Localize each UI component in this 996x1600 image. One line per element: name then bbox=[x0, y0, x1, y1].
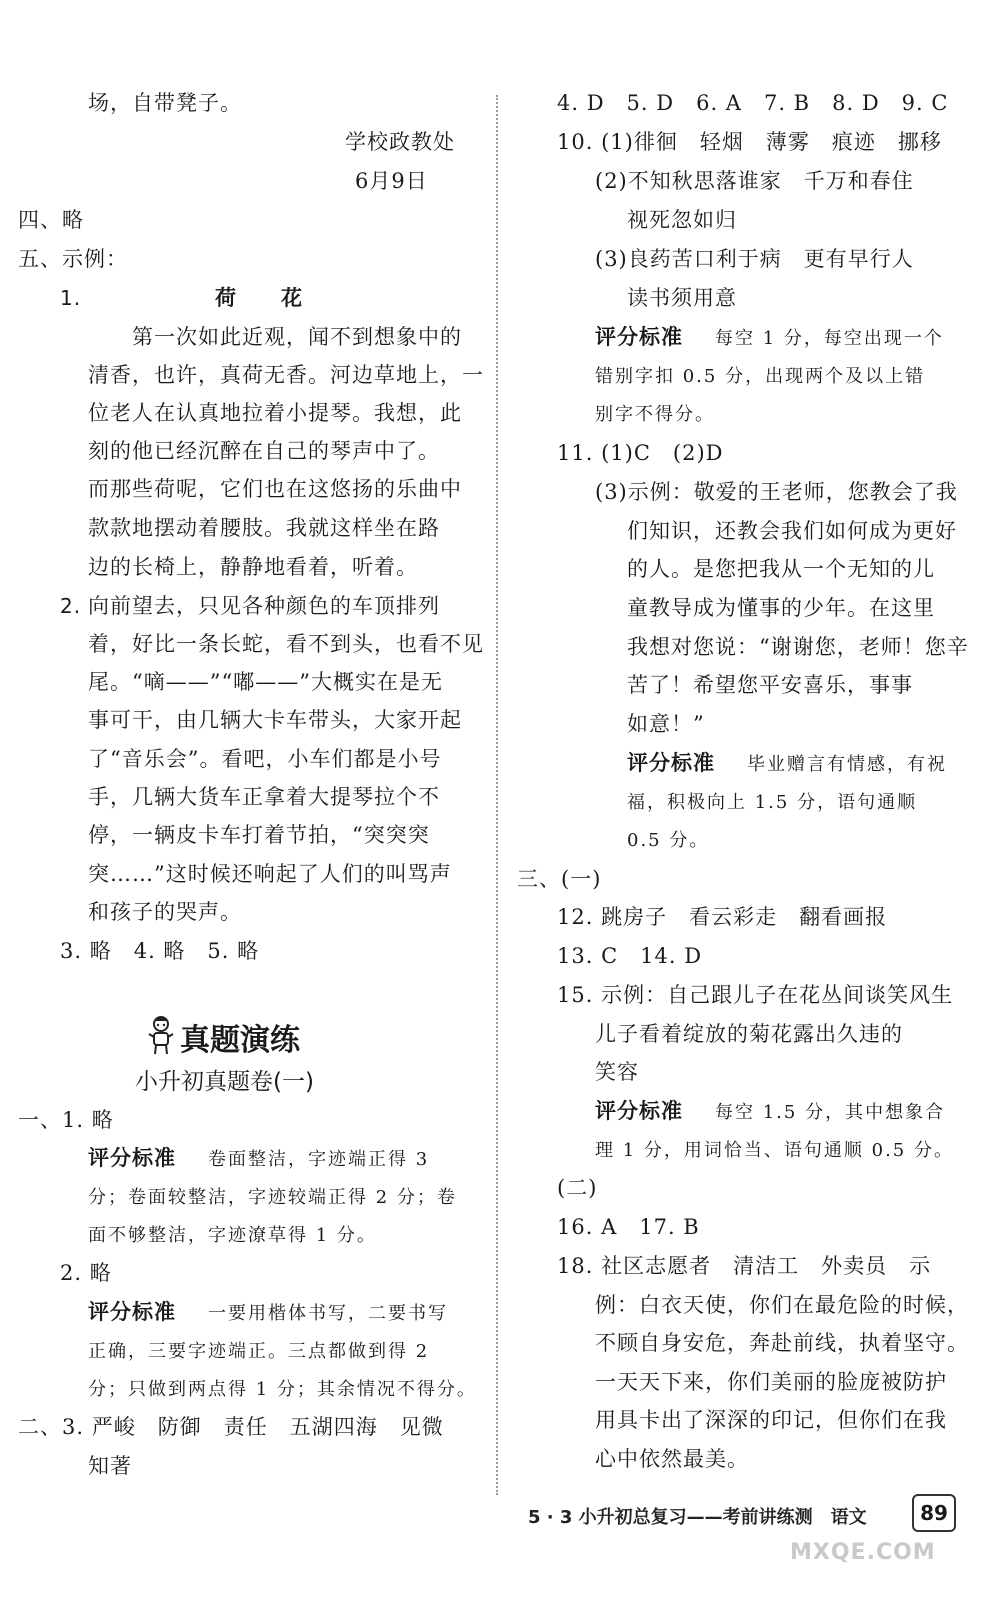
text-line: 分；只做到两点得 1 分；其余情况不得分。 bbox=[88, 1379, 477, 1400]
student-icon bbox=[145, 1015, 177, 1055]
text-line: 知著 bbox=[88, 1454, 132, 1478]
text-line: 4. D 5. D 6. A 7. B 8. D 9. C bbox=[557, 91, 949, 115]
text-line: 尾。“嘀——”“嘟——”大概实在是无 bbox=[88, 670, 443, 694]
text-line: 清香，也许，真荷无香。河边草地上，一 bbox=[88, 363, 484, 387]
page-number: 89 bbox=[912, 1494, 956, 1532]
text-line: 而那些荷呢，它们也在这悠扬的乐曲中 bbox=[88, 477, 462, 501]
text-line: 一、1. 略 bbox=[18, 1108, 114, 1132]
text-line: 例：白衣天使，你们在最危险的时候， bbox=[595, 1293, 969, 1317]
text-line: 每空 1 分，每空出现一个 bbox=[715, 328, 944, 349]
grading-label: 评分标准 bbox=[595, 1099, 683, 1123]
text-line: 第一次如此近观，闻不到想象中的 bbox=[132, 325, 462, 349]
text-line: 位老人在认真地拉着小提琴。我想，此 bbox=[88, 401, 462, 425]
text-line: 理 1 分，用词恰当、语句通顺 0.5 分。 bbox=[595, 1140, 954, 1161]
page-footer: 5 · 3 小升初总复习——考前讲练测 语文 bbox=[528, 1507, 867, 1528]
text-line: 的人。是您把我从一个无知的儿 bbox=[627, 557, 935, 581]
text-line: 手，几辆大货车正拿着大提琴拉个不 bbox=[88, 785, 440, 809]
text-line: 向前望去，只见各种颜色的车顶排列 bbox=[88, 594, 440, 618]
section-heading: 三、(一) bbox=[517, 867, 602, 891]
watermark: MXQE.COM bbox=[790, 1540, 936, 1565]
text-line: 福，积极向上 1.5 分，语句通顺 bbox=[627, 792, 918, 813]
text-line: 停，一辆皮卡车打着节拍，“突突突 bbox=[88, 823, 430, 847]
text-line: 分；卷面较整洁，字迹较端正得 2 分；卷 bbox=[88, 1187, 457, 1208]
text-line: 11. (1)C (2)D bbox=[557, 441, 724, 465]
section-title: 真题演练 bbox=[180, 1023, 300, 1058]
text-line: 儿子看着绽放的菊花露出久违的 bbox=[595, 1022, 903, 1046]
text-line: 0.5 分。 bbox=[627, 830, 710, 851]
text-line: 15. 示例：自己跟儿子在花丛间谈笑风生 bbox=[557, 983, 954, 1007]
text-line: 突……”这时候还响起了人们的叫骂声 bbox=[88, 862, 452, 886]
text-line: 事可干，由几辆大卡车带头，大家开起 bbox=[88, 708, 462, 732]
text-line: 一要用楷体书写，二要书写 bbox=[208, 1303, 448, 1324]
item-number: 2. bbox=[60, 594, 82, 618]
item-number: 1. bbox=[60, 286, 82, 310]
section-heading: 四、略 bbox=[18, 208, 84, 232]
column-divider bbox=[496, 95, 498, 1495]
text-line: 面不够整洁，字迹潦草得 1 分。 bbox=[88, 1225, 377, 1246]
text-line: 童教导成为懂事的少年。在这里 bbox=[627, 596, 935, 620]
text-line: 刻的他已经沉醉在自己的琴声中了。 bbox=[88, 439, 440, 463]
section-subtitle: 小升初真题卷(一) bbox=[135, 1069, 314, 1095]
text-line: 如意！” bbox=[627, 712, 705, 736]
grading-label: 评分标准 bbox=[88, 1300, 176, 1324]
text-line: 一天天下来，你们美丽的脸庞被防护 bbox=[595, 1370, 947, 1394]
text-line: 卷面整洁，字迹端正得 3 bbox=[208, 1149, 430, 1170]
text-line: 款款地摆动着腰肢。我就这样坐在路 bbox=[88, 516, 440, 540]
essay-title: 荷 花 bbox=[215, 286, 303, 310]
text-line: 苦了！希望您平安喜乐，事事 bbox=[627, 673, 913, 697]
text-line: 每空 1.5 分，其中想象合 bbox=[715, 1102, 946, 1123]
text-line: 10. (1)徘徊 轻烟 薄雾 痕迹 挪移 bbox=[557, 130, 942, 154]
text-line: (3)示例：敬爱的王老师，您教会了我 bbox=[595, 480, 958, 504]
text-line: (2)不知秋思落谁家 千万和春住 bbox=[595, 169, 914, 193]
text-line: 13. C 14. D bbox=[557, 944, 703, 968]
text-line: (3)良药苦口利于病 更有早行人 bbox=[595, 247, 914, 271]
text-line: 场，自带凳子。 bbox=[88, 91, 242, 115]
text-line: 2. 略 bbox=[60, 1261, 112, 1285]
grading-label: 评分标准 bbox=[595, 325, 683, 349]
section-heading: 五、示例： bbox=[18, 247, 128, 271]
text-line: 不顾自身安危，奔赴前线，执着坚守。 bbox=[595, 1331, 969, 1355]
text-line: 错别字扣 0.5 分，出现两个及以上错 bbox=[595, 366, 926, 387]
text-line: 毕业赠言有情感，有祝 bbox=[747, 754, 947, 775]
text-line: 读书须用意 bbox=[627, 286, 737, 310]
text-line: 们知识，还教会我们如何成为更好 bbox=[627, 519, 957, 543]
text-line: 16. A 17. B bbox=[557, 1215, 700, 1239]
text-line: 别字不得分。 bbox=[595, 404, 715, 425]
text-line: 着，好比一条长蛇，看不到头，也看不见 bbox=[88, 632, 484, 656]
text-line: 12. 跳房子 看云彩走 翻看画报 bbox=[557, 905, 888, 929]
grading-label: 评分标准 bbox=[88, 1146, 176, 1170]
text-line: 心中依然最美。 bbox=[595, 1447, 749, 1471]
text-line: 18. 社区志愿者 清洁工 外卖员 示 bbox=[557, 1254, 932, 1278]
text-line: 和孩子的哭声。 bbox=[88, 900, 242, 924]
text-line: 正确，三要字迹端正。三点都做到得 2 bbox=[88, 1341, 430, 1362]
text-line: 用具卡出了深深的印记，但你们在我 bbox=[595, 1408, 947, 1432]
text-line: 边的长椅上，静静地看着，听着。 bbox=[88, 555, 418, 579]
text-line: 笑容 bbox=[595, 1060, 639, 1084]
grading-label: 评分标准 bbox=[627, 751, 715, 775]
text-line: 3. 略 4. 略 5. 略 bbox=[60, 939, 260, 963]
text-line: 了“音乐会”。看吧，小车们都是小号 bbox=[88, 747, 442, 771]
text-line: 学校政教处 bbox=[345, 130, 455, 154]
text-line: 二、3. 严峻 防御 责任 五湖四海 见微 bbox=[18, 1415, 444, 1439]
section-heading: (二) bbox=[557, 1176, 598, 1200]
text-line: 6月9日 bbox=[355, 169, 428, 193]
text-line: 我想对您说：“谢谢您，老师！您辛 bbox=[627, 635, 969, 659]
text-line: 视死忽如归 bbox=[627, 208, 737, 232]
